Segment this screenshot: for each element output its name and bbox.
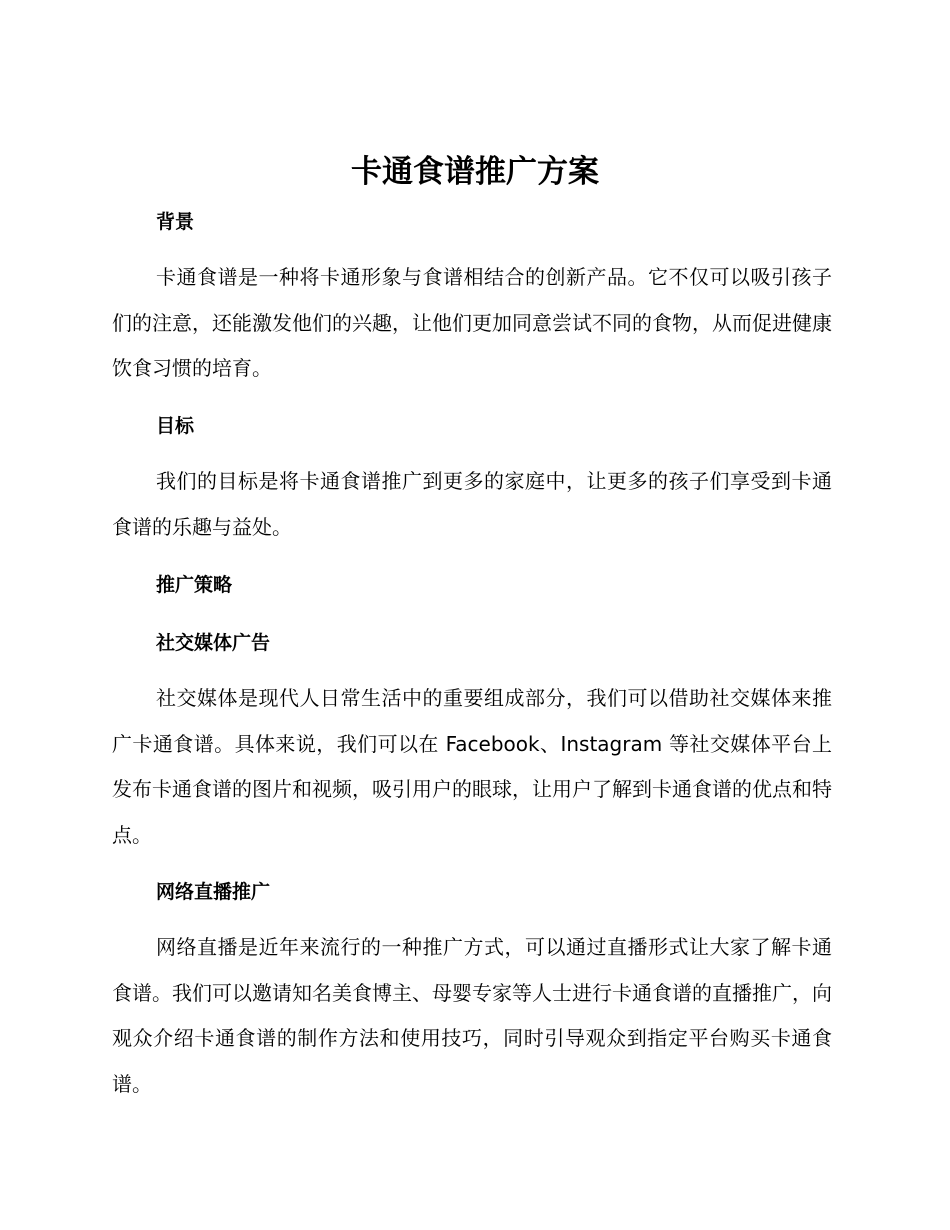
section-heading-social-media-ads: 社交媒体广告 bbox=[156, 632, 271, 654]
section-paragraph-social-media-ads: 社交媒体是现代人日常生活中的重要组成部分，我们可以借助社交媒体来推广卡通食谱。具体来说，我们可以在 Facebook、Instagram 等社交媒体平台上发布卡通食谱的图片和视频，吸引用户的眼球，让用户了解到卡通食谱的优点和特点。 bbox=[112, 686, 832, 847]
page-title: 卡通食谱推广方案 bbox=[351, 154, 599, 190]
section-paragraph-goal: 我们的目标是将卡通食谱推广到更多的家庭中，让更多的孩子们享受到卡通食谱的乐趣与益处。 bbox=[112, 469, 832, 539]
section-heading-strategy: 推广策略 bbox=[156, 574, 233, 596]
section-paragraph-live-streaming: 网络直播是近年来流行的一种推广方式，可以通过直播形式让大家了解卡通食谱。我们可以邀请知名美食博主、母婴专家等人士进行卡通食谱的直播推广，向观众介绍卡通食谱的制作方法和使用技巧，同时引导观众到指定平台购买卡通食谱。 bbox=[112, 935, 832, 1096]
section-paragraph-background: 卡通食谱是一种将卡通形象与食谱相结合的创新产品。它不仅可以吸引孩子们的注意，还能激发他们的兴趣，让他们更加同意尝试不同的食物，从而促进健康饮食习惯的培育。 bbox=[112, 265, 832, 380]
section-heading-live-streaming: 网络直播推广 bbox=[156, 881, 271, 903]
section-heading-goal: 目标 bbox=[156, 415, 195, 437]
section-heading-background: 背景 bbox=[156, 211, 195, 233]
